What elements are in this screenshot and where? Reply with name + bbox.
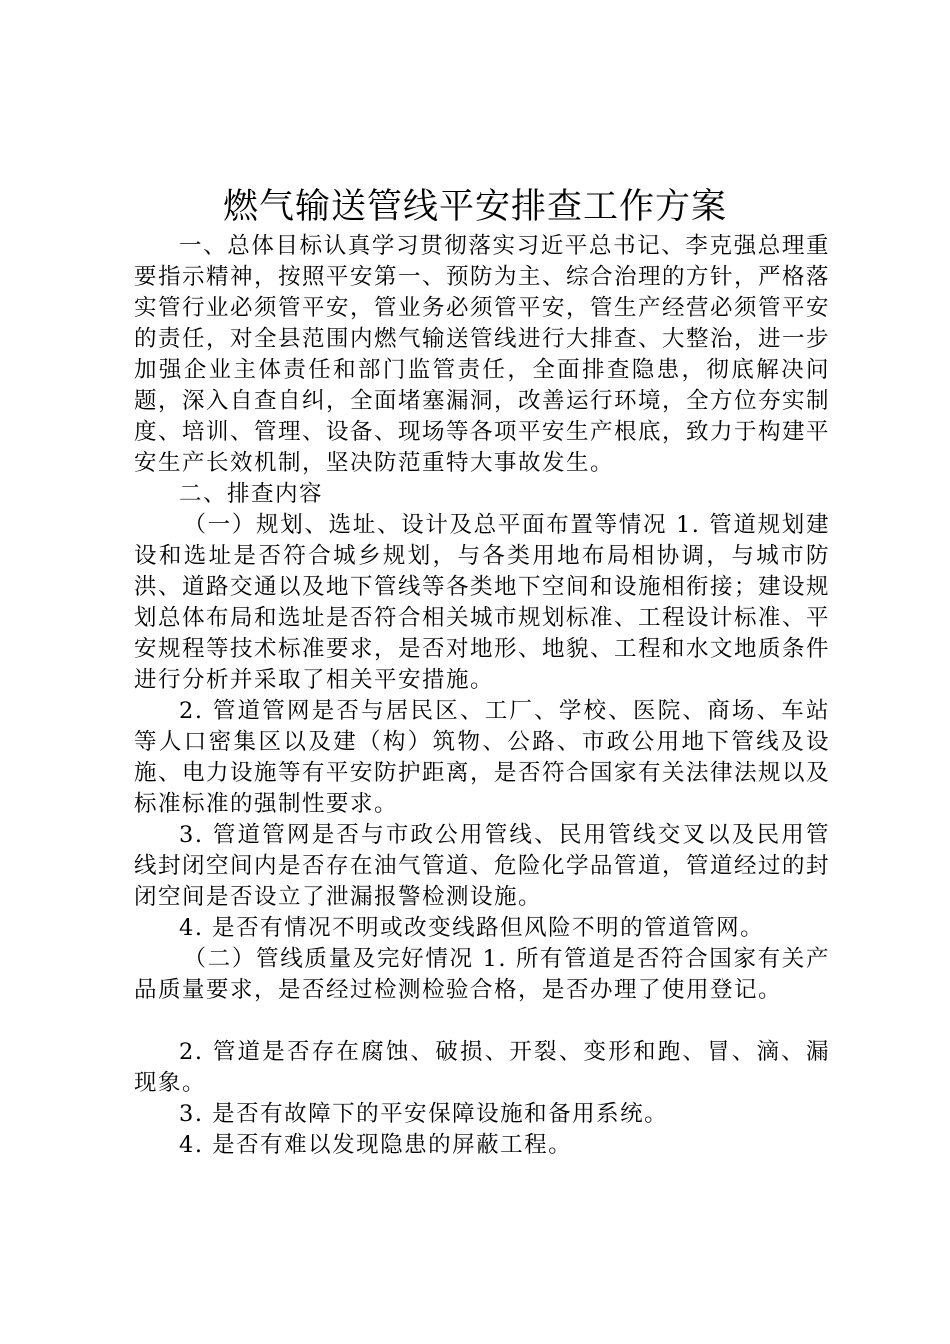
paragraph-item-4-unknown: 4. 是否有情况不明或改变线路但风险不明的管道管网。 — [179, 915, 765, 941]
paragraph-item-2-distance: 2. 管道管网是否与居民区、工厂、学校、医院、商场、车站等人口密集区以及建（构）筑物、公路、市政公用地下管线及设施、电力设施等有平安防护距离，是否符合国家有关法律法规以及标准标准的强制性要求。 — [134, 698, 831, 817]
document-body — [134, 231, 830, 1161]
blank-line — [134, 1006, 830, 1037]
document-title: 燃气输送管线平安排查工作方案 — [222, 187, 727, 227]
paragraph-shielded: 4. 是否有难以发现隐患的屏蔽工程。 — [179, 1132, 573, 1158]
paragraph-overall-goal: 一、总体目标认真学习贯彻落实习近平总书记、李克强总理重要指示精神，按照平安第一、预防为主、综合治理的方针，严格落实管行业必须管平安，管业务必须管平安，管生产经营必须管平安的责任，对全县范围内燃气输送管线进行大排查、大整治，进一步加强企业主体责任和部门监管责任，全面排查隐患，彻底解决问题，深入自查自纠，全面堵塞漏洞，改善运行环境，全方位夯实制度、培训、管理、设备、现场等各项平安生产根底，致力于构建平安生产长效机制，坚决防范重特大事故发生。 — [134, 233, 831, 476]
paragraph-item-3-crossing: 3. 管道管网是否与市政公用管线、民用管线交叉以及民用管线封闭空间内是否存在油气管道、危险化学品管道，管道经过的封闭空间是否设立了泄漏报警检测设施。 — [134, 822, 831, 910]
paragraph-backup: 3. 是否有故障下的平安保障设施和备用系统。 — [179, 1101, 669, 1127]
paragraph-corrosion: 2. 管道是否存在腐蚀、破损、开裂、变形和跑、冒、滴、漏现象。 — [134, 1039, 830, 1096]
paragraph-section-heading: 二、排查内容 — [179, 481, 324, 507]
paragraph-quality: （二）管线质量及完好情况 1. 所有管道是否符合国家有关产品质量要求，是否经过检测检验合格，是否办理了使用登记。 — [134, 946, 830, 1003]
paragraph-planning-siting: （一）规划、选址、设计及总平面布置等情况 1. 管道规划建设和选址是否符合城乡规划，与各类用地布局相协调，与城市防洪、道路交通以及地下管线等各类地下空间和设施相衔接；建设规划总体布局和选址是否符合相关城市规划标准、工程设计标准、平安规程等技术标准要求，是否对地形、地貌、工程和水文地质条件进行分析并采取了相关平安措施。 — [134, 512, 831, 693]
